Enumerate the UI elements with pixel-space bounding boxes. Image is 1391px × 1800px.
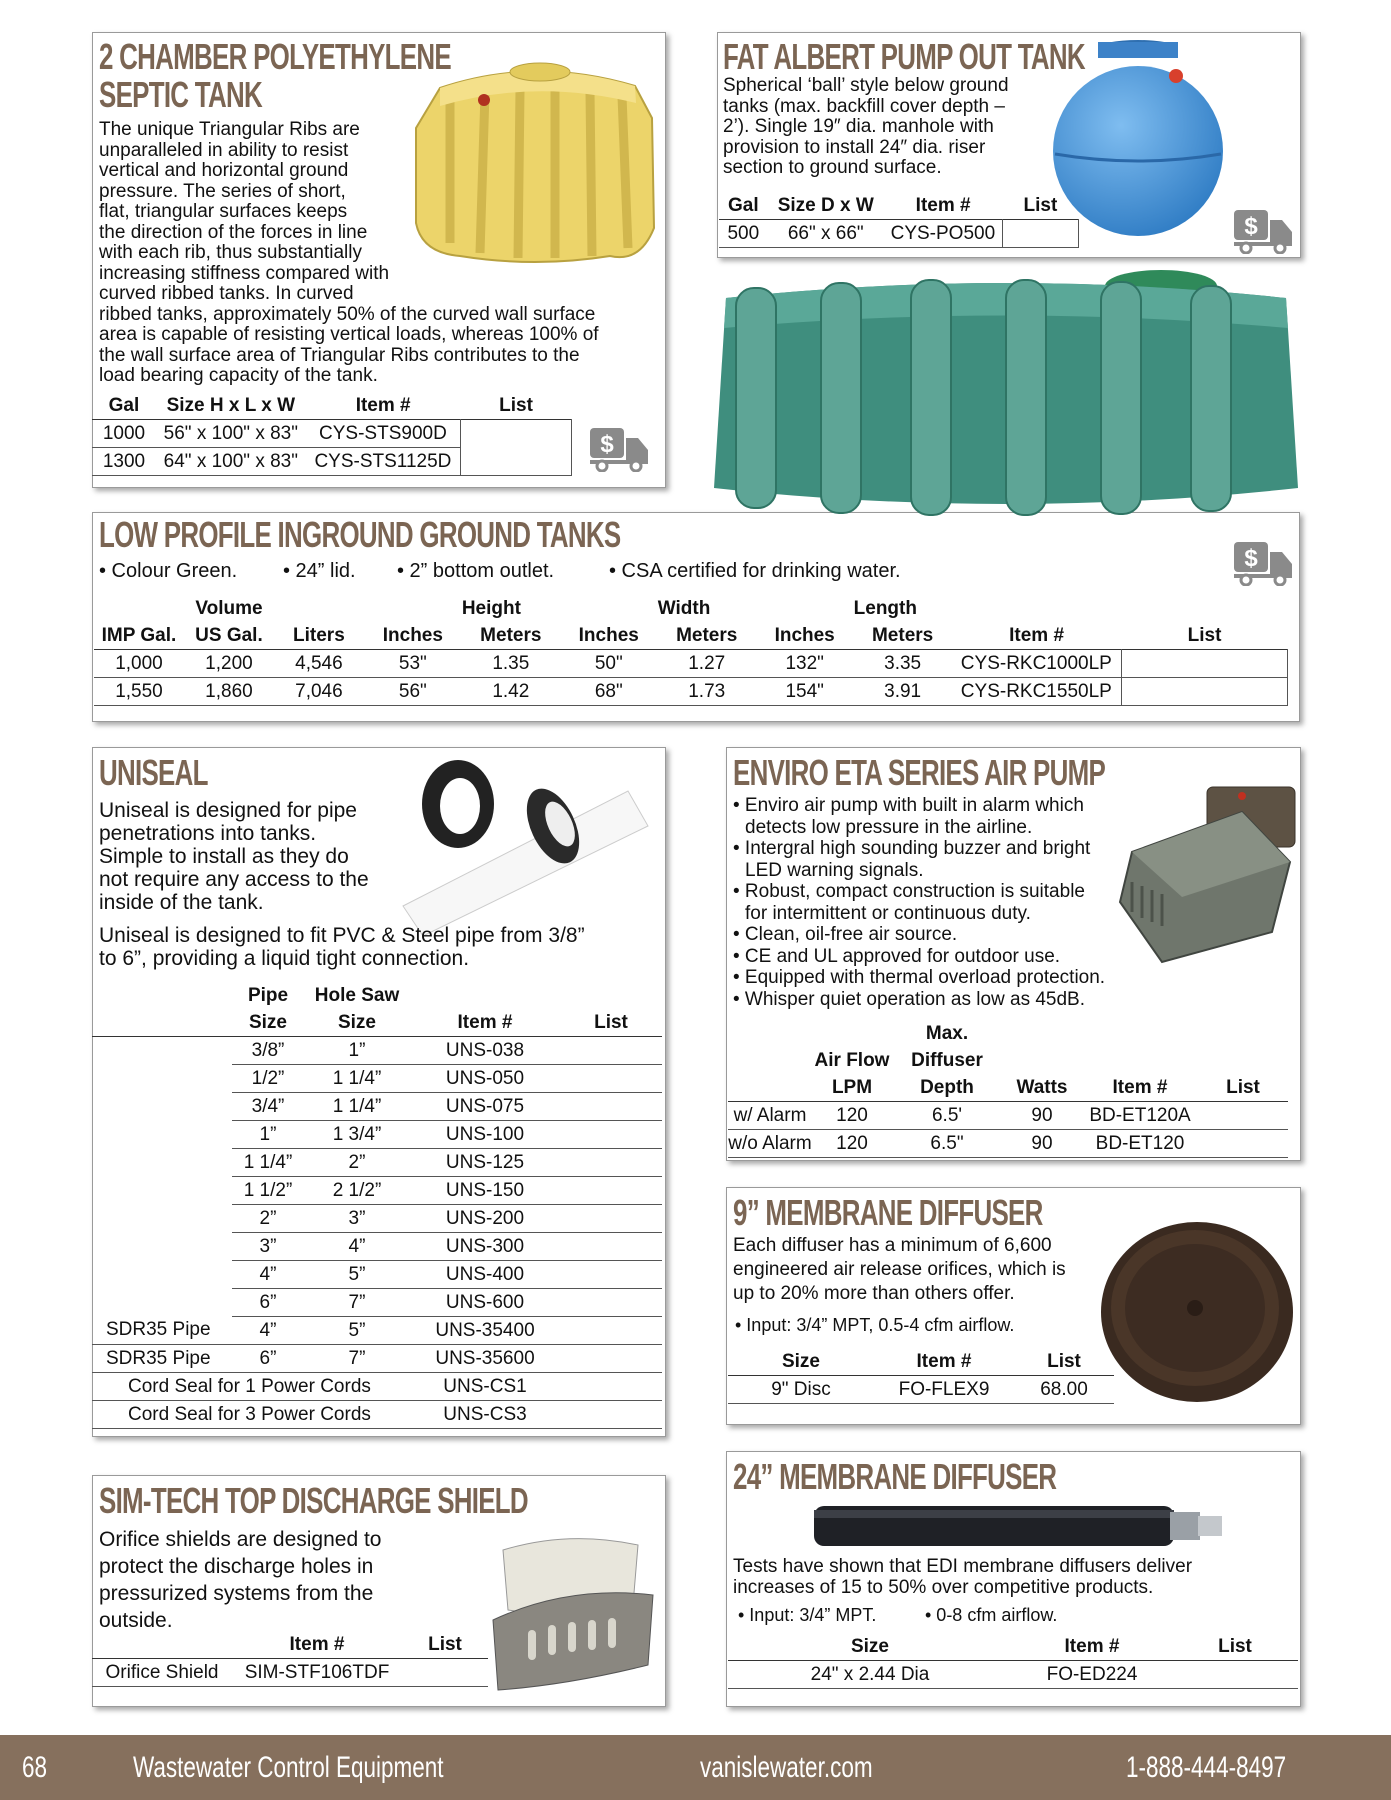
table-cell: SDR35 Pipe [92,1345,232,1373]
table-cell: 3/4” [232,1093,304,1121]
septic-desc-line: load bearing capacity of the tank. [99,365,378,386]
fat-albert-desc-line: 2’). Single 19″ dia. manhole with [723,116,994,137]
table-header: Gal [728,194,759,216]
uniseal-desc-line: Simple to install as they do [99,845,349,868]
table-cell: 90 [1002,1102,1082,1130]
table-row [92,1317,662,1345]
simtech-title: SIM-TECH TOP DISCHARGE SHIELD [99,1480,528,1521]
fat-albert-desc-line: provision to install 24″ dia. riser [723,136,986,158]
table-cell [92,1289,232,1317]
septic-desc-line: the wall surface area of Triangular Ribs contributes to the [99,344,580,366]
simtech-desc-line: pressurized systems from the [99,1582,374,1605]
uniseal-desc-line: Uniseal is designed for pipe [99,799,357,822]
table-row [92,1289,662,1317]
table-cell: 1.42 [462,678,560,706]
enviro-bullet: • Clean, oil-free air source. [733,924,958,945]
table-cell: 7,046 [274,678,364,706]
table-cell [92,1233,232,1261]
table-cell: 1” [232,1121,304,1149]
septic-desc-line: curved ribbed tanks. In curved [99,283,354,304]
table-header: List [1226,1076,1260,1098]
table-cell [560,1205,662,1233]
table-cell [560,1289,662,1317]
table-cell: 50" [560,650,658,678]
table-header: Inches [578,624,639,646]
table-cell: 3.35 [854,650,952,678]
table-cell: UNS-35600 [410,1345,560,1373]
table-row [92,1121,662,1149]
table-header: Watts [1016,1076,1068,1098]
table-cell: 2” [232,1205,304,1233]
low-profile-title: LOW PROFILE INGROUND GROUND TANKS [99,514,621,555]
septic-tank-title-line1: 2 CHAMBER POLYETHYLENE [99,36,451,77]
table-cell: 6” [232,1289,304,1317]
table-cell: w/ Alarm [728,1102,812,1130]
table-cell: 3/8” [232,1037,304,1065]
tube-diffuser-image [810,1500,1226,1552]
table-header: Pipe [247,984,289,1006]
table-header: Size [850,1635,890,1657]
septic-tank-title-line2: SEPTIC TANK [99,74,262,115]
table-row [92,1149,662,1177]
footer-website-link[interactable]: vanislewater.com [700,1751,873,1784]
table-cell: FO-ED224 [1012,1661,1172,1689]
table-cell: 1,000 [94,650,184,678]
table-row [92,1261,662,1289]
table-header: List [1023,194,1058,216]
septic-desc-line: the direction of the forces in line [99,221,368,243]
table-group-header: Height [461,597,521,619]
table-cell: UNS-050 [410,1065,560,1093]
septic-desc-line: increasing stiffness compared with [99,262,390,284]
table-cell [1002,220,1078,248]
table-header: US Gal. [195,624,263,646]
table-header: LPM [831,1076,873,1098]
table-cell: UNS-400 [410,1261,560,1289]
fat-albert-table [719,192,1079,248]
table-cell: UNS-300 [410,1233,560,1261]
diffuser9-desc-line: engineered air release orifices, which is [733,1259,1066,1280]
table-cell: BD-ET120 [1082,1130,1198,1158]
enviro-bullet: • Whisper quiet operation as low as 45dB. [733,988,1086,1010]
table-cell [461,420,572,448]
table-header: Meters [871,624,934,646]
low-profile-bullet: • 24” lid. [283,560,356,582]
fat-albert-desc-line: section to ground surface. [723,157,942,178]
delivery-truck-icon [588,426,650,472]
table-header: Item # [1112,1076,1168,1098]
table-header: Size D x W [777,194,874,216]
table-cell [560,1401,662,1429]
table-cell: CYS-STS900D [306,420,461,448]
fat-albert-desc-line: Spherical ‘ball’ style below ground [723,75,1009,96]
table-cell: 5” [304,1317,410,1345]
table-header: Item # [355,394,411,416]
footer-phone-number[interactable]: 1-888-444-8497 [1126,1751,1287,1784]
table-cell [560,1093,662,1121]
septic-desc-line: pressure. The series of short, [99,180,346,202]
table-cell: 132" [756,650,854,678]
enviro-bullet: LED warning signals. [745,859,924,881]
fat-albert-desc-line: tanks (max. backfill cover depth – [723,95,1005,117]
table-header: List [428,1633,462,1655]
table-header: IMP Gal. [101,624,177,646]
table-cell: 1 3/4” [304,1121,410,1149]
diffuser9-bullet: • Input: 3/4” MPT, 0.5-4 cfm airflow. [735,1315,1015,1335]
table-cell: 1 1/4” [232,1149,304,1177]
septic-desc-line: unparalleled in ability to resist [99,139,349,161]
table-cell: 64" x 100" x 83" [156,448,306,476]
table-header: Size [337,1011,377,1033]
table-header: List [1187,624,1222,646]
table-cell: CYS-STS1125D [306,448,461,476]
table-header: Depth [920,1076,974,1098]
table-cell: 500 [719,220,768,248]
table-cell [92,1149,232,1177]
table-cell: 1/2” [232,1065,304,1093]
table-cell [92,1037,232,1065]
table-cell [560,1065,662,1093]
diffuser9-title: 9” MEMBRANE DIFFUSER [733,1192,1043,1233]
table-header: Size [248,1011,288,1033]
table-cell: UNS-CS1 [410,1373,560,1401]
table-cell: 5” [304,1261,410,1289]
table-row [92,1345,662,1373]
diffuser9-desc-line: up to 20% more than others offer. [733,1283,1015,1304]
table-header: Size [781,1350,821,1372]
svg-text:$: $ [600,431,614,458]
table-cell: 6.5" [892,1130,1002,1158]
table-cell: 7” [304,1289,410,1317]
enviro-bullet: • Intergral high sounding buzzer and bright [733,838,1091,859]
table-cell: 1 1/2” [232,1177,304,1205]
table-cell [560,1233,662,1261]
table-row [92,448,572,476]
table-cell: 4,546 [274,650,364,678]
table-header: Item # [916,1350,972,1372]
table-cell: 3” [232,1233,304,1261]
table-cell: UNS-075 [410,1093,560,1121]
table-header: Gal [108,394,140,416]
table-cell: 53" [364,650,462,678]
table-row [92,1373,662,1401]
diffuser24-desc-line: increases of 15 to 50% over competitive products. [733,1577,1154,1598]
table-cell: 3” [304,1205,410,1233]
table-cell: 1.27 [658,650,756,678]
table-cell: 120 [812,1102,892,1130]
diffuser24-desc-line: Tests have shown that EDI membrane diffusers deliver [733,1556,1193,1577]
table-cell [560,1261,662,1289]
table-row [92,1037,662,1065]
table-cell: UNS-038 [410,1037,560,1065]
table-cell: BD-ET120A [1082,1102,1198,1130]
table-header: List [499,394,533,416]
table-cell [1122,678,1288,706]
enviro-bullet: for intermittent or continuous duty. [745,902,1031,924]
table-row [92,1065,662,1093]
disc-diffuser-image [1095,1212,1299,1408]
uniseal-desc-line: inside of the tank. [99,891,264,914]
footer-section-title: Wastewater Control Equipment [133,1751,444,1784]
diffuser24-bullet: • 0-8 cfm airflow. [925,1605,1058,1625]
table-cell: 68" [560,678,658,706]
table-cell: 68.00 [1014,1376,1114,1404]
table-row [92,1401,662,1429]
table-cell [1198,1102,1288,1130]
simtech-desc-line: Orifice shields are designed to [99,1528,382,1551]
table-cell [560,1373,662,1401]
low-profile-bullet: • 2” bottom outlet. [397,560,555,582]
table-row [728,1130,1288,1158]
table-group-header: Volume [195,597,263,619]
table-cell: 120 [812,1130,892,1158]
septic-desc-line: flat, triangular surfaces keeps [99,201,348,222]
table-cell: UNS-35400 [410,1317,560,1345]
simtech-desc-line: outside. [99,1609,173,1632]
uniseal-desc-line: Uniseal is designed to fit PVC & Steel pipe from 3/8” [99,924,585,947]
table-cell [92,1065,232,1093]
septic-desc-line: vertical and horizontal ground [99,160,349,181]
septic-tank-image [410,58,660,268]
table-header: Item # [457,1011,513,1033]
uniseal-title: UNISEAL [99,752,208,793]
page-number: 68 [22,1751,48,1784]
fat-albert-title: FAT ALBERT PUMP OUT TANK [723,36,1085,77]
table-cell: 66" x 66" [768,220,884,248]
table-cell: 1” [304,1037,410,1065]
table-header: Meters [676,624,738,646]
table-row [728,1661,1298,1689]
table-row [719,220,1079,248]
table-cell: 1300 [92,448,156,476]
low-profile-bullet: • CSA certified for drinking water. [609,560,901,582]
table-cell: 2 1/2” [304,1177,410,1205]
table-cell: 4” [304,1233,410,1261]
table-cell: UNS-200 [410,1205,560,1233]
table-cell [461,448,572,476]
diffuser24-table [728,1633,1298,1689]
enviro-bullet: • Robust, compact construction is suitable [733,881,1085,902]
table-header: Hole Saw [314,984,400,1006]
table-group-header: Width [657,597,711,619]
low-profile-tank-image [706,258,1302,530]
table-cell: UNS-125 [410,1149,560,1177]
table-cell: CYS-RKC1000LP [952,650,1122,678]
table-row [94,678,1288,706]
table-group-header: Length [853,597,917,619]
table-cell [1122,650,1288,678]
table-cell: 1 1/4” [304,1065,410,1093]
table-header: Item # [289,1633,345,1655]
enviro-bullet: • CE and UL approved for outdoor use. [733,945,1061,967]
enviro-bullet: • Enviro air pump with built in alarm which [733,795,1084,816]
table-cell: Cord Seal for 1 Power Cords [92,1373,410,1401]
septic-desc-line: The unique Triangular Ribs are [99,119,360,140]
table-header: Max. [925,1022,969,1044]
table-header: Inches [382,624,443,646]
enviro-table [728,1020,1288,1158]
table-cell: 1 1/4” [304,1093,410,1121]
delivery-truck-icon [1232,540,1294,586]
table-cell: CYS-PO500 [884,220,1002,248]
table-cell: 6.5' [892,1102,1002,1130]
septic-desc-line: ribbed tanks, approximately 50% of the curved wall surface [99,303,596,325]
table-cell [560,1317,662,1345]
table-cell: 3.91 [854,678,952,706]
table-header: Inches [774,624,835,646]
table-header: Diffuser [911,1049,983,1071]
table-cell: 90 [1002,1130,1082,1158]
table-header: List [1218,1635,1252,1657]
table-cell: 24" x 2.44 Dia [728,1661,1012,1689]
table-cell: 9" Disc [728,1376,874,1404]
table-cell: 1,200 [184,650,274,678]
table-cell [560,1037,662,1065]
table-cell: 7” [304,1345,410,1373]
table-cell: UNS-CS3 [410,1401,560,1429]
table-header: Air Flow [814,1049,890,1071]
table-header: Size H x L x W [166,394,296,416]
table-row [92,1233,662,1261]
table-cell [560,1121,662,1149]
table-cell [92,1093,232,1121]
table-cell: 2” [304,1149,410,1177]
table-cell: 1.35 [462,650,560,678]
table-header: List [1047,1350,1081,1372]
table-row [728,1376,1114,1404]
diffuser9-desc-line: Each diffuser has a minimum of 6,600 [733,1235,1052,1256]
table-cell: SIM-STF106TDF [232,1659,402,1687]
table-cell: CYS-RKC1550LP [952,678,1122,706]
table-header: Liters [293,624,345,646]
low-profile-bullet: • Colour Green. [99,560,238,582]
low-profile-table [94,595,1288,706]
table-row [92,1093,662,1121]
page-footer [0,1735,1391,1800]
table-cell: 56" [364,678,462,706]
diffuser9-table [728,1348,1114,1404]
table-row [92,1177,662,1205]
table-cell: 1,860 [184,678,274,706]
table-cell [92,1121,232,1149]
table-cell: UNS-150 [410,1177,560,1205]
table-cell: Cord Seal for 3 Power Cords [92,1401,410,1429]
table-header: Item # [1064,1635,1120,1657]
table-cell: 1.73 [658,678,756,706]
table-cell [402,1659,488,1687]
table-header: Meters [480,624,542,646]
enviro-title: ENVIRO ETA SERIES AIR PUMP [733,752,1106,793]
septic-desc-line: area is capable of resisting vertical loads, whereas 100% of [99,324,599,345]
table-cell [1198,1130,1288,1158]
uniseal-desc-line: to 6”, providing a liquid tight connection. [99,947,470,970]
table-cell [92,1205,232,1233]
uniseal-desc-line: penetrations into tanks. [99,822,317,845]
table-header: List [594,1011,628,1033]
enviro-bullet: detects low pressure in the airline. [745,816,1033,838]
diffuser24-bullet: • Input: 3/4” MPT. [738,1605,877,1625]
uniseal-desc-line: not require any access to the [99,868,369,891]
table-cell: Orifice Shield [92,1659,232,1687]
table-cell: UNS-600 [410,1289,560,1317]
table-cell: FO-FLEX9 [874,1376,1014,1404]
diffuser24-title: 24” MEMBRANE DIFFUSER [733,1456,1057,1497]
table-cell: SDR35 Pipe [92,1317,232,1345]
table-cell: 4” [232,1317,304,1345]
table-cell [92,1177,232,1205]
table-row [92,1205,662,1233]
table-row [92,420,572,448]
table-cell [560,1177,662,1205]
table-cell: 1000 [92,420,156,448]
table-row [94,650,1288,678]
air-pump-image [1112,782,1302,972]
svg-text:$: $ [1244,545,1258,572]
svg-text:$: $ [1244,213,1258,240]
table-cell: w/o Alarm [728,1130,812,1158]
delivery-truck-icon [1232,208,1294,254]
uniseal-table [92,982,662,1429]
septic-tank-table [92,392,572,476]
table-cell [560,1345,662,1373]
enviro-bullet: • Equipped with thermal overload protection. [733,967,1106,988]
table-cell: 1,550 [94,678,184,706]
simtech-desc-line: protect the discharge holes in [99,1555,374,1578]
uniseal-pipe-image [398,756,660,936]
table-cell [560,1149,662,1177]
table-cell: 154" [756,678,854,706]
orifice-shield-image [488,1525,658,1695]
table-header: Item # [1009,624,1065,646]
table-cell [1172,1661,1298,1689]
table-row [728,1102,1288,1130]
table-cell: UNS-100 [410,1121,560,1149]
simtech-table [92,1631,488,1687]
table-cell: 4” [232,1261,304,1289]
septic-desc-line: with each rib, thus substantially [99,242,362,263]
table-header: Item # [915,194,971,216]
table-row [92,1659,488,1687]
table-cell: 56" x 100" x 83" [156,420,306,448]
table-cell: 6” [232,1345,304,1373]
table-cell [92,1261,232,1289]
